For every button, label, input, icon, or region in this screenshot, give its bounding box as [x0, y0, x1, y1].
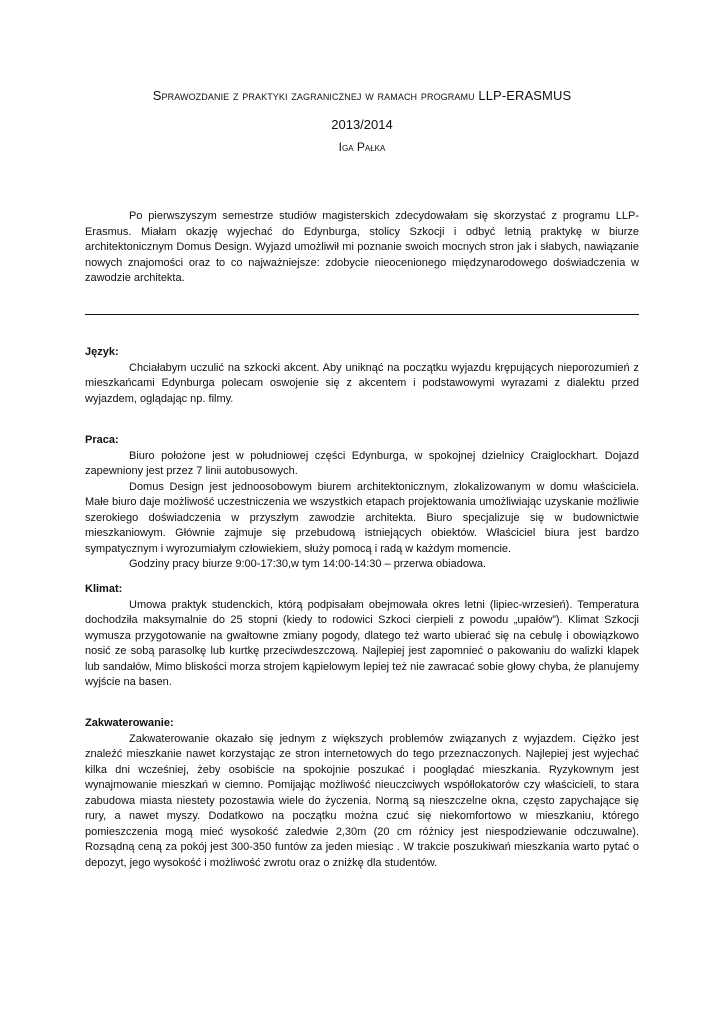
horizontal-rule: [85, 314, 639, 315]
section-heading: Praca:: [85, 434, 119, 446]
document-title: [0, 88, 724, 103]
section-paragraph: Domus Design jest jednoosobowym biurem architektonicznym, zlokalizowanym w domu właściciela. Małe biuro daje możliwość uczestniczenia we wszystkich etapach projektowania umożliwiając uzyskanie możliwie szerokiego doświadczenia w przyszłym zawodzie architekta. Biuro specjalizuje się w budownictwie mieszkaniowym. Głównie zajmuje się przebudową istniejących obiektów. Właściciel biura jest bardzo sympatycznym i wyrozumiałym człowiekiem, służy pomocą i radą w każdym momencie.: [85, 480, 639, 555]
section-zakwaterowanie: [85, 716, 639, 871]
section-paragraph: Godziny pracy biurze 9:00-17:30,w tym 14:00-14:30 – przerwa obiadowa.: [129, 558, 487, 570]
section-paragraph: Zakwaterowanie okazało się jednym z większych problemów związanych z wyjazdem. Ciężko jest znaleźć mieszkanie nawet korzystając ze stron internetowych do tego przeznaczonych. Najlepiej jest wyjechać kilka dni wcześniej, żeby osobiście na spokojnie poszukać i pooglądać mieszkania. Ryzykownym jest wynajmowanie mieszkań w ciemno. Pomijając możliwość nieuczciwych współlokatorów czy właścicieli, to stara zabudowa miasta niestety pozostawia wiele do życzenia. Normą są nieszczelne okna, często zapychające się rury, a nawet myszy. Dodatkowo na początku można czuć się niekomfortowo w mieszkaniu, którego pomieszczenia mogą mieć wysokość zaledwie 2,30m (20 cm różnicy jest niespodziewanie odczuwalne). Rozsądną ceną za pokój jest 300-350 funtów za jeden miesiąc . W trakcie poszukiwań mieszkania warto pytać o depozyt, jego wysokość i możliwość zwrotu oraz o zniżkę dla studentów.: [85, 732, 639, 869]
section-paragraph: Umowa praktyk studenckich, którą podpisałam obejmowała okres letni (lipiec-wrzesień). Temperatura dochodziła maksymalnie do 25 stopni (kiedy to rodowici Szkoci cierpieli z powodu „upałów”). Klimat Szkocji wymusza przygotowanie na gwałtowne zmiany pogody, dlatego też warto ubierać się na cebulę i obowiązkowo nosić ze sobą parasolkę lub kurtkę przeciwdeszczową. Najlepiej jest zapomnieć o pakowaniu do walizki klapek lub sandałów, Mimo bliskości morza strojem kąpielowym lepiej też nie zawracać sobie głowy chyba, że planujemy wyjście na basen.: [85, 598, 639, 688]
section-jezyk: [85, 345, 639, 407]
title-first-letter: S: [152, 88, 162, 103]
document-author: Iga Pałka: [338, 140, 386, 154]
title-program: LLP-ERASMUS: [478, 88, 572, 103]
section-paragraph: Biuro położone jest w południowej części Edynburga, w spokojnej dzielnicy Craiglockhart. Dojazd zapewniony jest przez 7 linii autobusowych.: [85, 449, 639, 477]
document-year: 2013/2014: [331, 117, 393, 132]
title-small-caps: prawozdanie z praktyki zagranicznej w ramach programu: [161, 88, 475, 103]
section-paragraph: Chciałabym uczulić na szkocki akcent. Aby uniknąć na początku wyjazdu krępujących nieporozumień z mieszkańcami Edynburga polecam oswojenie się z akcentem i podstawowymi wyrazami z dialektu przed wyjazdem, oglądając np. filmy.: [85, 361, 639, 405]
section-heading: Język:: [85, 346, 119, 358]
section-heading: Klimat:: [85, 583, 123, 595]
section-praca: [85, 433, 639, 573]
intro-paragraph: Po pierwszyszym semestrze studiów magisterskich zdecydowałam się skorzystać z programu LLP-Erasmus. Miałam okazję wyjechać do Edynburga, stolicy Szkocji i odbyć letnią praktykę w biurze architektonicznym Domus Design. Wyjazd umożliwił mi poznanie swoich mocnych stron jak i słabych, nawiązanie nowych znajomości oraz to co najważniejsze: zdobycie nieocenionego międzynarodowego doświadczenia w zawodzie architekta.: [85, 210, 639, 284]
section-klimat: [85, 582, 639, 691]
section-heading: Zakwaterowanie:: [85, 717, 174, 729]
